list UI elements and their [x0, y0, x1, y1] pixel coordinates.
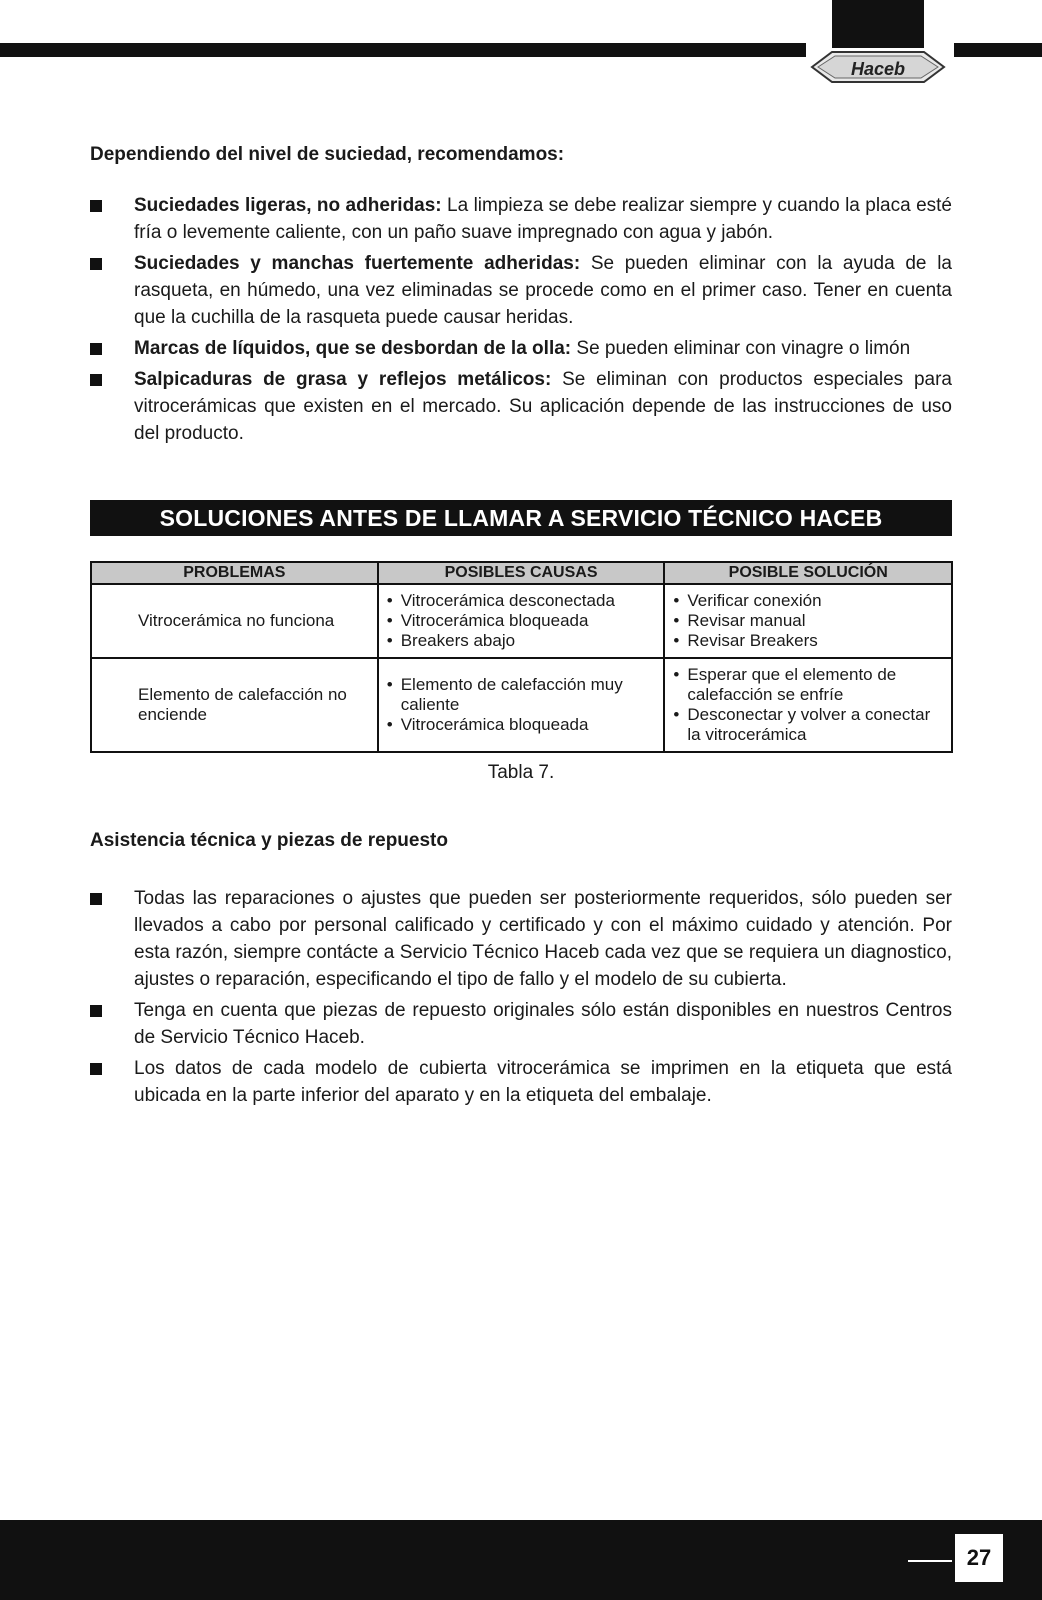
cause-item: • Breakers abajo — [387, 631, 656, 651]
square-bullet-icon — [90, 1063, 102, 1075]
haceb-logo — [808, 46, 948, 88]
section-title: Asistencia técnica y piezas de repuesto — [90, 830, 448, 851]
table-row — [91, 658, 952, 752]
list-item: Marcas de líquidos, que se desbordan de la olla: Se pueden eliminar con vinagre o limón — [90, 335, 952, 362]
solution-item: • Verificar conexión — [673, 591, 943, 611]
cause-item: • Vitrocerámica bloqueada — [387, 611, 656, 631]
header-bar-right — [954, 43, 1042, 57]
section-banner: SOLUCIONES ANTES DE LLAMAR A SERVICIO TÉCNICO HACEB — [90, 500, 952, 536]
troubleshooting-table — [90, 561, 953, 753]
causes-cell — [378, 658, 665, 752]
header-bar-left — [0, 43, 806, 57]
square-bullet-icon — [90, 374, 102, 386]
list-item: Suciedades y manchas fuertemente adheridas: Se pueden eliminar con la ayuda de la rasqueta, en húmedo, una vez eliminadas se procede como en el primer caso. Tener en cuenta que la cuchilla de la rasqueta puede causar heridas. — [90, 250, 952, 331]
solution-item: • Revisar Breakers — [673, 631, 943, 651]
list-item: Todas las reparaciones o ajustes que pueden ser posteriormente requeridos, sólo pueden ser llevados a cabo por personal calificado y certificado y con el máximo cuidado y atención. Por esta razón, siempre contácte a Servicio Técnico Haceb cada vez que se requiera un diagnostico, ajustes o reparación, especificando el tipo de fallo y el modelo de su cubierta. — [90, 885, 952, 993]
solution-item: • Desconectar y volver a conectar la vitrocerámica — [673, 705, 943, 745]
solution-item: • Esperar que el elemento de calefacción se enfríe — [673, 665, 943, 705]
solutions-cell — [664, 658, 952, 752]
problem-cell: Vitrocerámica no funciona — [91, 584, 378, 658]
square-bullet-icon — [90, 200, 102, 212]
table-row — [91, 584, 952, 658]
list-item: Suciedades ligeras, no adheridas: La limpieza se debe realizar siempre y cuando la placa esté fría o levemente caliente, con un paño suave impregnado con agua y jabón. — [90, 192, 952, 246]
table-header-row — [91, 562, 952, 584]
list-item: Salpicaduras de grasa y reflejos metálicos: Se eliminan con productos especiales para vitrocerámicas que existen en el mercado. Su aplicación depende de las instrucciones de uso del producto. — [90, 366, 952, 447]
logo-text: Haceb — [850, 58, 906, 79]
square-bullet-icon — [90, 258, 102, 270]
column-header: POSIBLES CAUSAS — [378, 562, 665, 584]
column-header: PROBLEMAS — [91, 562, 378, 584]
cause-item: • Vitrocerámica bloqueada — [387, 715, 656, 735]
assistance-list — [90, 885, 952, 1113]
list-item: Los datos de cada modelo de cubierta vitrocerámica se imprimen en la etiqueta que está ubicada en la parte inferior del aparato y en la etiqueta del embalaje. — [90, 1055, 952, 1109]
problem-cell: Elemento de calefacción no enciende — [91, 658, 378, 752]
column-header: POSIBLE SOLUCIÓN — [664, 562, 952, 584]
cleaning-list — [90, 192, 952, 451]
list-item: Tenga en cuenta que piezas de repuesto originales sólo están disponibles en nuestros Centros de Servicio Técnico Haceb. — [90, 997, 952, 1051]
square-bullet-icon — [90, 893, 102, 905]
square-bullet-icon — [90, 1005, 102, 1017]
cause-item: • Vitrocerámica desconectada — [387, 591, 656, 611]
square-bullet-icon — [90, 343, 102, 355]
solutions-cell — [664, 584, 952, 658]
cause-item: • Elemento de calefacción muy caliente — [387, 675, 656, 715]
header-tab — [832, 0, 924, 48]
page-number: 27 — [953, 1532, 1005, 1584]
footer-bar — [0, 1520, 1042, 1600]
intro-text: Dependiendo del nivel de suciedad, recomendamos: — [90, 144, 565, 165]
solution-item: • Revisar manual — [673, 611, 943, 631]
causes-cell — [378, 584, 665, 658]
table-caption: Tabla 7. — [487, 762, 555, 783]
footer-rule — [908, 1560, 952, 1562]
